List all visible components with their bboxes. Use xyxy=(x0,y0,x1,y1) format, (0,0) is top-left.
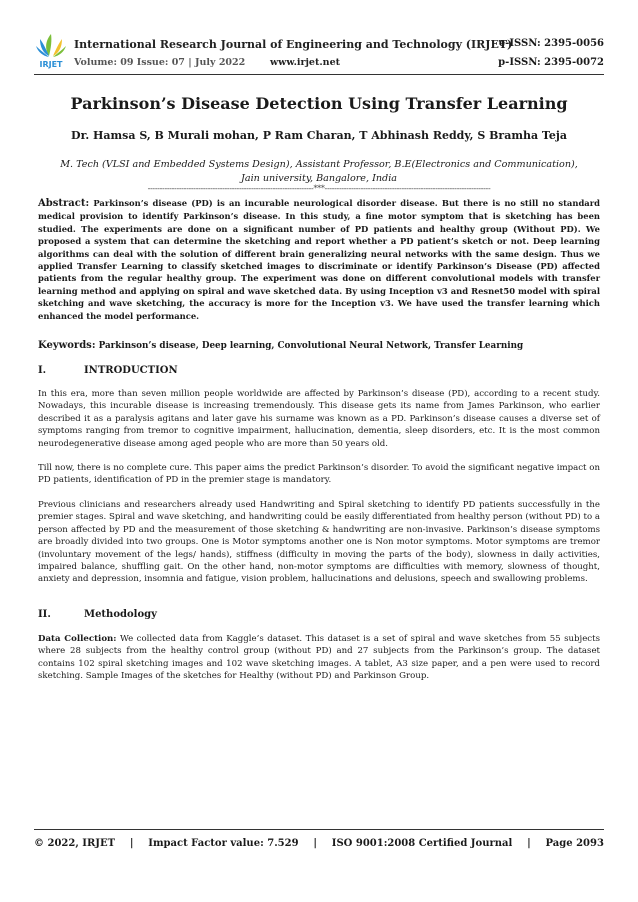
irjet-logo xyxy=(34,30,68,70)
footer-page-number: Page 2093 xyxy=(545,838,604,849)
affiliation-line-2: Jain university, Bangalore, India xyxy=(241,173,397,184)
header-rule xyxy=(34,74,604,75)
abstract-label: Abstract: xyxy=(38,198,90,209)
paper-affiliation xyxy=(44,158,594,186)
separator-line: ---------------------------------------------------------------------***--------------------------------------------------------------------- xyxy=(147,184,491,193)
data-collection-label: Data Collection: xyxy=(38,634,117,644)
footer-copyright: © 2022, IRJET xyxy=(34,838,116,849)
paper-title: Parkinson’s Disease Detection Using Transfer Learning xyxy=(70,94,568,113)
abstract xyxy=(38,197,600,322)
paragraph: In this era, more than seven million people worldwide are affected by Parkinson’s disease (PD), according to a recent study. Nowadays, this incurable disease is increasing tremendously. This disease gets its name from James Parkinson, who earlier described it as a paralysis agitans and later gave his surname was known as a PD. Parkinson’s disease causes a diverse set of symptoms ranging from tremor to cognitive impairment, hallucination, dementia, sleep disorders, etc. It is the most common neurodegenerative disease among aged people who are more than 50 years old. xyxy=(38,389,600,449)
keywords-text: Parkinson’s disease, Deep learning, Convolutional Neural Network, Transfer Learning xyxy=(95,341,524,351)
footer-divider: | xyxy=(129,838,134,849)
section-number: II. xyxy=(38,609,51,620)
section-heading-methodology xyxy=(38,609,157,620)
section-heading-introduction xyxy=(38,365,178,376)
page-footer xyxy=(34,838,604,849)
footer-iso: ISO 9001:2008 Certified Journal xyxy=(331,838,513,849)
affiliation-line-1: M. Tech (VLSI and Embedded Systems Design), Assistant Professor, B.E(Electronics and Communication), xyxy=(60,159,578,170)
keywords xyxy=(38,340,600,352)
paper-authors: Dr. Hamsa S, B Murali mohan, P Ram Charan, T Abhinash Reddy, S Bramha Teja xyxy=(71,129,567,142)
section-title: Methodology xyxy=(84,609,157,620)
p-issn: p-ISSN: 2395-0072 xyxy=(498,57,604,68)
logo-text: IRJET xyxy=(39,60,63,69)
section-number: I. xyxy=(38,365,47,376)
data-collection-text: We collected data from Kaggle’s dataset. This dataset is a set of spiral and wave sketches from 55 subjects where 28 subjects from the healthy control group (without PD) and 27 subjects from the Parkinson’s group. The dataset contains 102 spiral sketching images and 102 wave sketching images. A tablet, A3 size paper, and a pen were used to record sketching. Sample Images of the sketches for Healthy (without PD) and Parkinson Group. xyxy=(38,634,600,682)
footer-impact-factor: Impact Factor value: 7.529 xyxy=(148,838,299,849)
volume-issue: Volume: 09 Issue: 07 | July 2022 xyxy=(74,57,246,68)
footer-divider: | xyxy=(527,838,531,849)
footer-rule xyxy=(34,829,604,830)
footer-divider: | xyxy=(313,838,317,849)
paragraph xyxy=(38,633,600,683)
journal-header xyxy=(34,30,604,74)
paragraph: Previous clinicians and researchers already used Handwriting and Spiral sketching to identify PD patients successfully in the premier stages. Spiral and wave sketching, and handwriting could be easily differentiated from healthy person (without PD) to a person affected by PD and the measurement of those sketching & handwriting are non-invasive. Parkinson’s disease symptoms are broadly divided into two groups. One is Motor symptoms another one is Non motor symptoms. Motor symptoms are tremor (involuntary movement of the legs/ hands), stiffness (difficulty in moving the parts of the body), slowness in daily activities, impaired balance, shuffling gait. On the other hand, non-motor symptoms are difficulties with memory, slowness of thought, anxiety and depression, insomnia and fatigue, vision problem, hallucinations and delusions, speech and swallowing problems. xyxy=(38,500,600,585)
section-title: INTRODUCTION xyxy=(84,365,178,376)
abstract-text: Parkinson’s disease (PD) is an incurable neurological disorder disease. But there is no still no standard medical provision to identify Parkinson’s disease. In this study, a fine motor symptom that is sketching has been studied. The experiments are done on a significant number of PD patients and healthy group (Without PD). We proposed a system that can determine the sketching and report whether a PD patient’s sketch or not. Deep learning algorithms can deal with the solution of different brain generalizing neural networks with the same design. Thus we applied Transfer Learning to classify sketched images to discriminate or identify Parkinson’s Disease (PD) affected patients from the regular healthy group. The experiment was done on different convolutional models with transfer learning method and applying on spiral and wave sketched data. By using Inception v3 and Resnet50 model with spiral sketching and wave sketching, the accuracy is more for the Inception v3. We have used the transfer learning which enhanced the model performance. xyxy=(38,198,600,321)
journal-website-link[interactable]: www.irjet.net xyxy=(270,57,341,68)
keywords-label: Keywords: xyxy=(38,340,96,351)
paragraph: Till now, there is no complete cure. This paper aims the predict Parkinson’s disorder. To avoid the significant negative impact on PD patients, identification of PD in the premier stage is mandatory. xyxy=(38,463,600,486)
e-issn: e-ISSN: 2395-0056 xyxy=(498,38,604,49)
journal-name: International Research Journal of Engineering and Technology (IRJET) xyxy=(74,38,513,51)
